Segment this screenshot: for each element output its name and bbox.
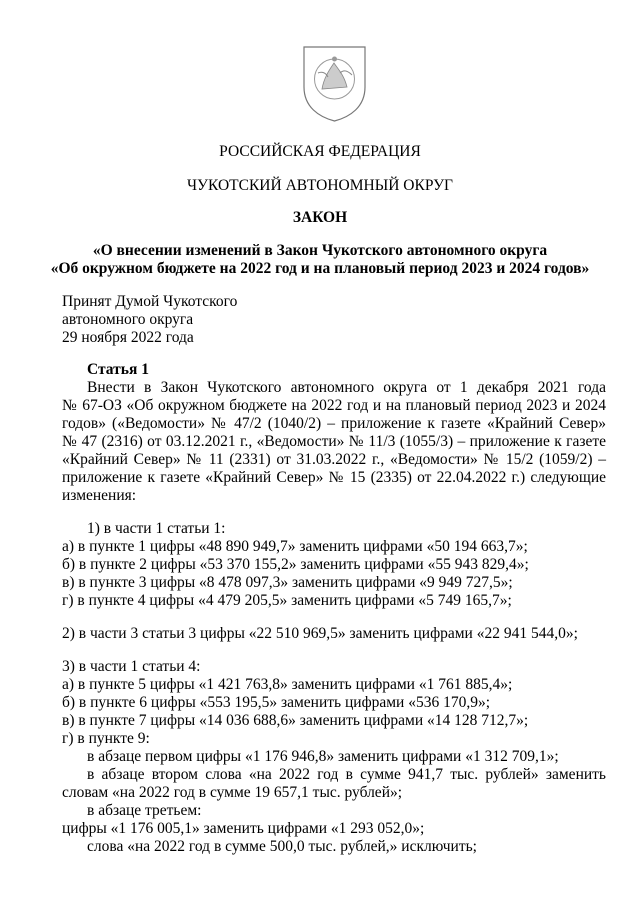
item-1-a: а) в пункте 1 цифры «48 890 949,7» заменить цифрами «50 194 663,7»; bbox=[62, 538, 528, 555]
item-1-b: б) в пункте 2 цифры «53 370 155,2» заменить цифрами «55 943 829,4»; bbox=[62, 556, 529, 573]
item-3-a: а) в пункте 5 цифры «1 421 763,8» заменить цифрами «1 761 885,4»; bbox=[62, 676, 513, 693]
adoption-line-2: автономного округа bbox=[62, 311, 194, 328]
item-3-d-para-2: в абзаце втором слова «на 2022 год в сумме 941,7 тыс. рублей» заменить bbox=[87, 766, 606, 783]
intro-line-6: приложение к газете «Крайний Север» № 15 (2335) от 22.04.2022 г.) следующие bbox=[62, 469, 606, 486]
law-title-line-1: «О внесении изменений в Закон Чукотского автономного округа bbox=[92, 242, 548, 259]
intro-line-4: № 47 (2316) от 03.12.2021 г., «Ведомости» № 11/3 (1055/3) – приложение к газете bbox=[62, 433, 606, 450]
item-3-d-para-3-words: слова «на 2022 год в сумме 500,0 тыс. рублей,» исключить; bbox=[87, 838, 477, 855]
country-heading: РОССИЙСКАЯ ФЕДЕРАЦИЯ bbox=[219, 143, 421, 160]
intro-line-2: № 67-ОЗ «Об окружном бюджете на 2022 год и на плановый период 2023 и 2024 bbox=[62, 397, 606, 414]
item-3-d-para-3-digits: цифры «1 176 005,1» заменить цифрами «1 293 052,0»; bbox=[62, 820, 425, 837]
item-3-d: г) в пункте 9: bbox=[62, 730, 150, 747]
item-1-d: г) в пункте 4 цифры «4 479 205,5» заменить цифрами «5 749 165,7»; bbox=[62, 592, 512, 609]
intro-line-7: изменения: bbox=[62, 487, 137, 504]
item-3-d-para-3: в абзаце третьем: bbox=[87, 802, 202, 819]
item-2: 2) в части 3 статьи 3 цифры «22 510 969,5» заменить цифрами «22 941 544,0»; bbox=[62, 625, 578, 642]
adoption-line-1: Принят Думой Чукотского bbox=[62, 293, 238, 310]
intro-line-5: «Крайний Север» № 11 (2331) от 31.03.2022 г., «Ведомости» № 15/2 (1059/2) – bbox=[62, 451, 606, 468]
item-3-d-para-2-cont: словам «на 2022 год в сумме 19 657,1 тыс. рублей»; bbox=[62, 784, 403, 801]
region-heading: ЧУКОТСКИЙ АВТОНОМНЫЙ ОКРУГ bbox=[186, 177, 454, 194]
adoption-date: 29 ноября 2022 года bbox=[62, 329, 194, 346]
law-title-line-2: «Об окружном бюджете на 2022 год и на плановый период 2023 и 2024 годов» bbox=[50, 260, 590, 277]
item-3-b: б) в пункте 6 цифры «553 195,5» заменить цифрами «536 170,9»; bbox=[62, 694, 491, 711]
coat-of-arms-emblem bbox=[300, 43, 369, 123]
item-1-c: в) в пункте 3 цифры «8 478 097,3» заменить цифрами «9 949 727,5»; bbox=[62, 574, 513, 591]
item-3-c: в) в пункте 7 цифры «14 036 688,6» заменить цифрами «14 128 712,7»; bbox=[62, 712, 529, 729]
item-3-heading: 3) в части 1 статьи 4: bbox=[62, 658, 201, 675]
document-type: ЗАКОН bbox=[292, 209, 348, 226]
item-1-heading: 1) в части 1 статьи 1: bbox=[87, 520, 226, 537]
item-3-d-para-1: в абзаце первом цифры «1 176 946,8» заменить цифрами «1 312 709,1»; bbox=[87, 748, 559, 765]
intro-line-1: Внести в Закон Чукотского автономного округа от 1 декабря 2021 года bbox=[87, 379, 606, 396]
intro-line-3: годов» («Ведомости» № 47/2 (1040/2) – приложение к газете «Крайний Север» bbox=[62, 415, 606, 432]
article-heading: Статья 1 bbox=[87, 361, 149, 378]
